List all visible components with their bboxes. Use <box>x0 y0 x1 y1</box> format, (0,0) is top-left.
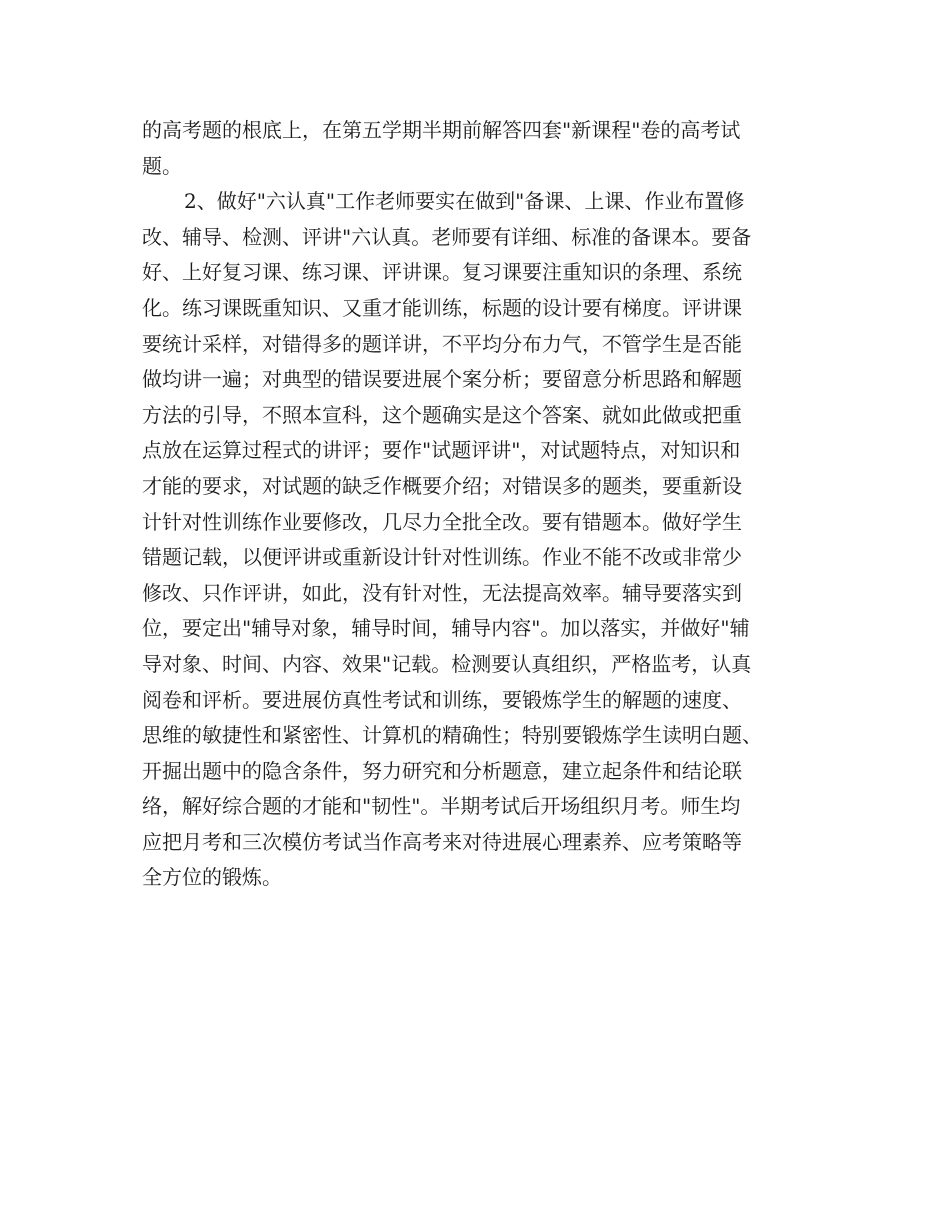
text-line: 全方位的锻炼。 <box>142 865 282 890</box>
text-line: 阅卷和评析。要进展仿真性考试和训练，要锻炼学生的解题的速度、 <box>142 687 742 712</box>
text-line: 导对象、时间、内容、效果"记载。检测要认真组织，严格监考，认真 <box>142 651 752 676</box>
text-line: 点放在运算过程式的讲评；要作"试题评讲"，对试题特点，对知识和 <box>142 438 741 463</box>
text-line: 络，解好综合题的才能和"韧性"。半期考试后开场组织月考。师生均 <box>142 794 741 819</box>
text-line: 改、辅导、检测、评讲"六认真。老师要有详细、标准的备课本。要备 <box>142 224 752 249</box>
paragraph-start-line: 2、做好"六认真"工作老师要实在做到"备课、上课、作业布置修 <box>184 189 745 214</box>
text-line: 位，要定出"辅导对象，辅导时间，辅导内容"。加以落实，并做好"辅 <box>142 616 750 641</box>
text-line: 思维的敏捷性和紧密性、计算机的精确性；特别要锻炼学生读明白题、 <box>142 723 762 748</box>
text-line: 化。练习课既重知识、又重才能训练，标题的设计要有梯度。评讲课 <box>142 295 742 320</box>
document-body <box>142 113 842 896</box>
text-line: 做均讲一遍；对典型的错误要进展个案分析；要留意分析思路和解题 <box>142 367 742 392</box>
text-line: 修改、只作评讲，如此，没有针对性，无法提高效率。辅导要落实到 <box>142 580 742 605</box>
text-line: 计针对性训练作业要修改，几尽力全批全改。要有错题本。做好学生 <box>142 509 742 534</box>
text-line: 应把月考和三次模仿考试当作高考来对待进展心理素养、应考策略等 <box>142 829 742 854</box>
text-line: 的高考题的根底上，在第五学期半期前解答四套"新课程"卷的高考试 <box>142 118 741 142</box>
text-line: 要统计采样，对错得多的题详讲，不平均分布力气，不管学生是否能 <box>142 331 742 356</box>
text-line: 方法的引导，不照本宣科，这个题确实是这个答案、就如此做或把重 <box>142 402 742 427</box>
text-line: 好、上好复习课、练习课、评讲课。复习课要注重知识的条理、系统 <box>142 260 742 285</box>
text-line: 才能的要求，对试题的缺乏作概要介绍；对错误多的题类，要重新设 <box>142 473 742 498</box>
text-line: 题。 <box>142 153 182 178</box>
text-line: 错题记载，以便评讲或重新设计针对性训练。作业不能不改或非常少 <box>142 545 742 570</box>
text-line: 开掘出题中的隐含条件，努力研究和分析题意，建立起条件和结论联 <box>142 758 742 783</box>
